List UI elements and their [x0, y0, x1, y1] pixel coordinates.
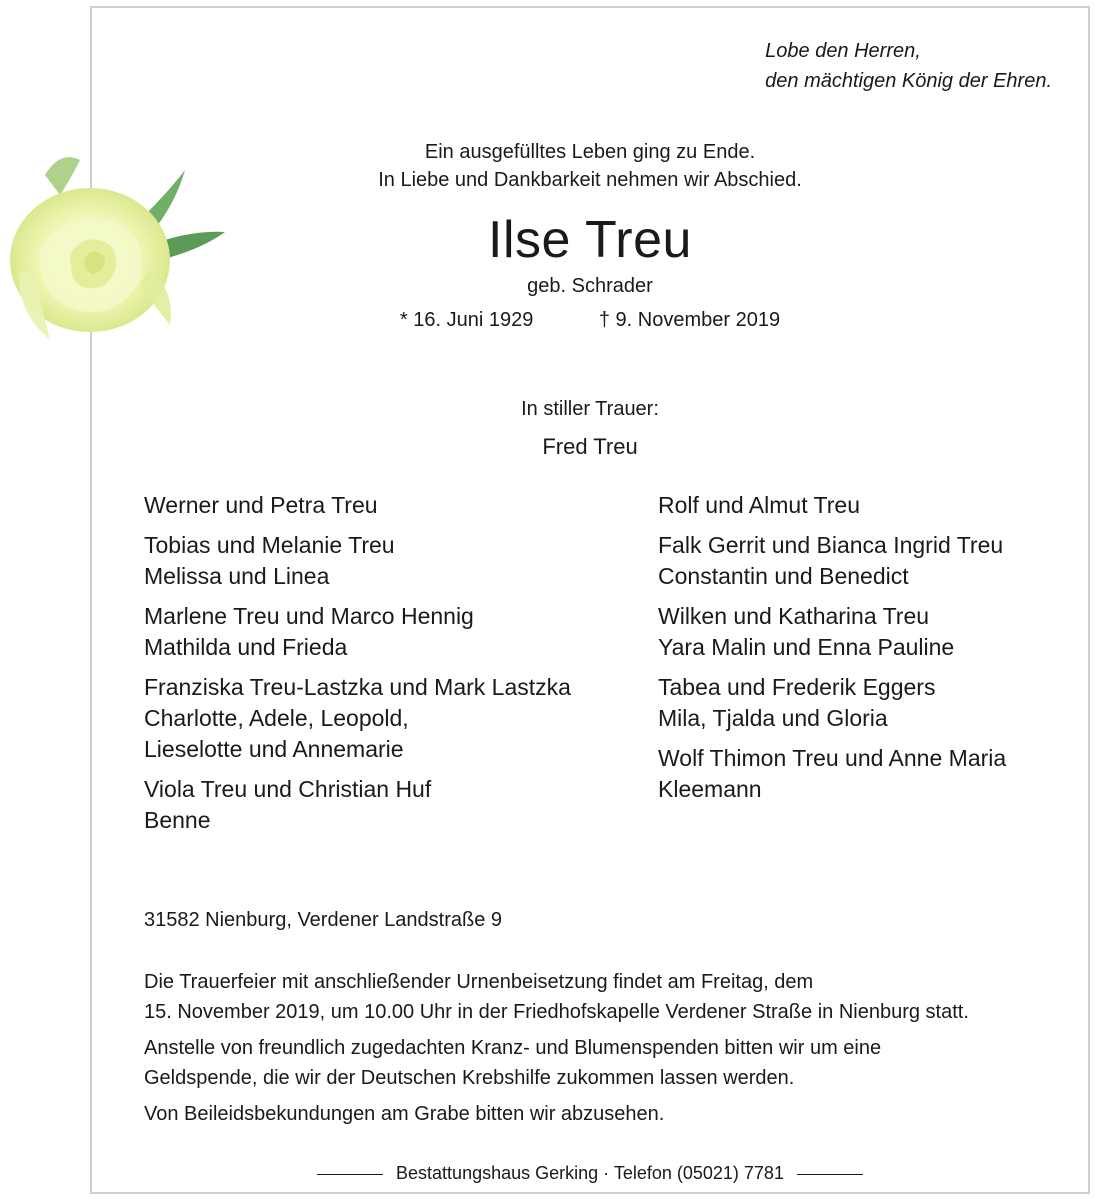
motto-line: Lobe den Herren, — [765, 40, 921, 62]
mourner-entry — [144, 601, 634, 663]
mourner-line: Mila, Tjalda und Gloria — [658, 705, 888, 731]
mourner-entry — [144, 774, 634, 836]
info-line: Geldspende, die wir der Deutschen Krebshilfe zukommen lassen werden. — [144, 1067, 795, 1089]
mourners-left-column — [144, 490, 634, 845]
info-paragraph — [144, 1099, 1074, 1129]
mourner-entry — [658, 743, 1078, 805]
mourner-line: Yara Malin und Enna Pauline — [658, 634, 955, 660]
birth-date: * 16. Juni 1929 — [399, 309, 534, 331]
mourner-entry — [144, 490, 634, 521]
mourner-line: Wolf Thimon Treu und Anne Maria — [658, 745, 1007, 771]
info-paragraph — [144, 1033, 1074, 1093]
mourner-line: Rolf und Almut Treu — [658, 492, 860, 518]
mourner-entry — [144, 672, 634, 765]
funeral-info — [144, 967, 1074, 1135]
funeral-home-footer — [90, 1160, 1090, 1186]
mourner-entry — [658, 490, 1078, 521]
info-line: Anstelle von freundlich zugedachten Kranz- und Blumenspenden bitten wir um eine — [144, 1037, 882, 1059]
mourner-line: Wilken und Katharina Treu — [658, 603, 930, 629]
footer-rule-left — [317, 1174, 383, 1175]
intro-text — [90, 138, 1090, 194]
info-line: Die Trauerfeier mit anschließender Urnenbeisetzung findet am Freitag, dem — [144, 971, 814, 993]
deceased-name: Ilse Treu — [488, 211, 692, 269]
footer-text: Bestattungshaus Gerking · Telefon (05021) 7781 — [396, 1163, 784, 1183]
mourner-line: Melissa und Linea — [144, 563, 330, 589]
motto-verse — [765, 36, 1052, 96]
mourner-line: Viola Treu und Christian Huf — [144, 776, 432, 802]
intro-line: In Liebe und Dankbarkeit nehmen wir Abschied. — [378, 169, 802, 191]
info-line: Von Beileidsbekundungen am Grabe bitten wir abzusehen. — [144, 1103, 665, 1125]
mourner-line: Werner und Petra Treu — [144, 492, 378, 518]
mourners-right-column — [658, 490, 1078, 814]
mourner-line: Marlene Treu und Marco Hennig — [144, 603, 474, 629]
mourner-line: Franziska Treu-Lastzka und Mark Lastzka — [144, 674, 571, 700]
footer-rule-right — [797, 1174, 863, 1175]
mourner-entry — [658, 530, 1078, 592]
mourner-line: Tobias und Melanie Treu — [144, 532, 395, 558]
life-dates — [90, 306, 1090, 334]
mourner-line: Mathilda und Frieda — [144, 634, 348, 660]
mourners-label: In stiller Trauer: — [521, 398, 659, 420]
intro-line: Ein ausgefülltes Leben ging zu Ende. — [424, 141, 756, 163]
motto-line: den mächtigen König der Ehren. — [765, 70, 1052, 92]
info-paragraph — [144, 967, 1074, 1027]
mourner-line: Charlotte, Adele, Leopold, — [144, 705, 409, 731]
family-address: 31582 Nienburg, Verdener Landstraße 9 — [144, 909, 503, 931]
mourner-entry — [658, 672, 1078, 734]
death-date: † 9. November 2019 — [598, 309, 781, 331]
mourner-line: Constantin und Benedict — [658, 563, 909, 589]
maiden-name: geb. Schrader — [527, 275, 653, 297]
mourner-line: Kleemann — [658, 776, 762, 802]
mourner-line: Tabea und Frederik Eggers — [658, 674, 936, 700]
primary-mourner: Fred Treu — [542, 434, 638, 459]
mourner-line: Benne — [144, 807, 211, 833]
mourner-line: Lieselotte und Annemarie — [144, 736, 404, 762]
mourner-entry — [658, 601, 1078, 663]
mourner-line: Falk Gerrit und Bianca Ingrid Treu — [658, 532, 1004, 558]
mourner-entry — [144, 530, 634, 592]
info-line: 15. November 2019, um 10.00 Uhr in der Friedhofskapelle Verdener Straße in Nienburg statt. — [144, 1001, 969, 1023]
